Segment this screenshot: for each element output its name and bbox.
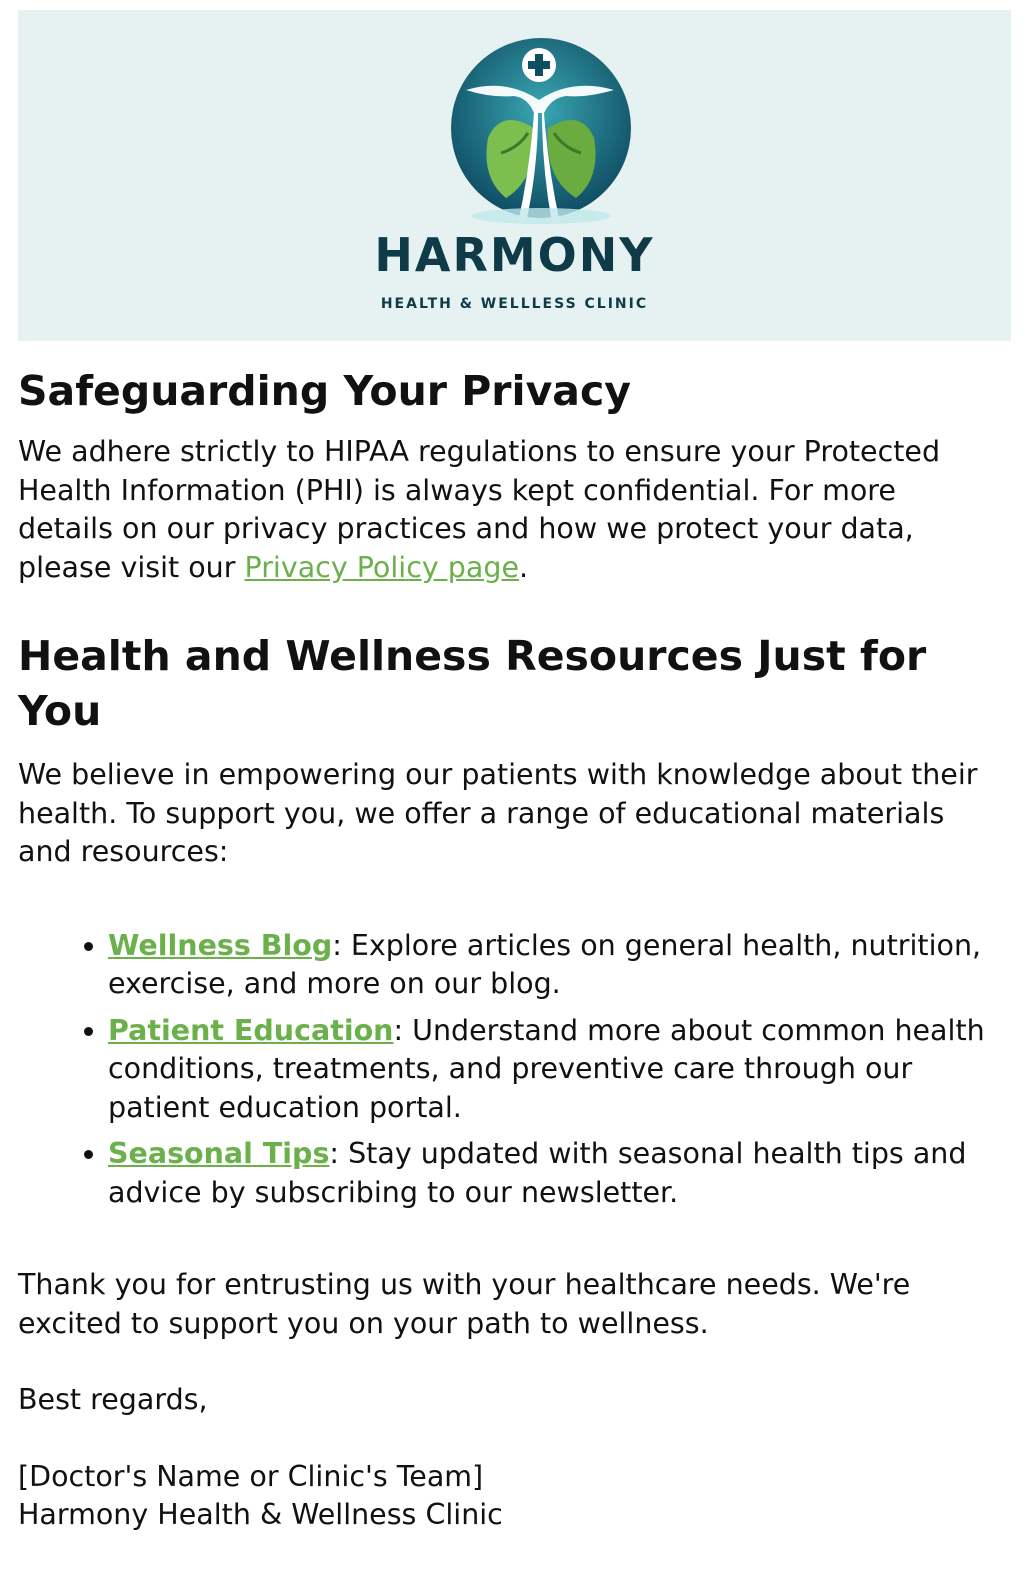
signature-block [18, 1458, 993, 1535]
list-item [108, 1135, 993, 1212]
list-item [108, 927, 993, 1004]
header-banner [18, 10, 1011, 341]
privacy-paragraph [18, 433, 993, 587]
signature-name: [Doctor's Name or Clinic's Team] [18, 1459, 484, 1493]
clinic-logo [446, 28, 636, 228]
wellness-blog-link[interactable]: Wellness Blog [108, 928, 333, 962]
signature-clinic: Harmony Health & Wellness Clinic [18, 1498, 503, 1531]
privacy-text: We adhere strictly to HIPAA regulations to ensure your Protected Health Information (PHI) is always kept confidential. For more details on our privacy practices and how we protect your data, please visit our [18, 435, 941, 584]
seasonal-tips-link[interactable]: Seasonal Tips [108, 1137, 330, 1170]
resources-intro: We believe in empowering our patients with knowledge about their health. To support you, we offer a range of educational materials and resources: [18, 758, 978, 868]
email-body [18, 358, 993, 1535]
brand-name: HARMONY [374, 228, 655, 282]
patient-education-link[interactable]: Patient Education [108, 1013, 394, 1047]
privacy-heading: Safeguarding Your Privacy [18, 367, 631, 415]
privacy-period: . [518, 550, 529, 584]
list-item [108, 1012, 993, 1128]
thanks-paragraph: Thank you for entrusting us with your healthcare needs. We're excited to support you on your path to wellness. [18, 1268, 911, 1340]
resources-list [18, 927, 993, 1213]
privacy-policy-link[interactable]: Privacy Policy page [244, 550, 519, 584]
regards-line: Best regards, [18, 1383, 208, 1416]
resources-heading: Health and Wellness Resources Just for You [18, 632, 927, 735]
list-item-text: : Stay updated with seasonal health tips and advice by subscribing to our newsletter. [108, 1137, 967, 1209]
brand-subtitle: HEALTH & WELLLESS CLINIC [380, 296, 649, 312]
list-item-text: : Explore articles on general health, nutrition, exercise, and more on our blog. [108, 928, 982, 1000]
list-item-text: : Understand more about common health conditions, treatments, and preventive care through our patient education portal. [108, 1013, 985, 1124]
